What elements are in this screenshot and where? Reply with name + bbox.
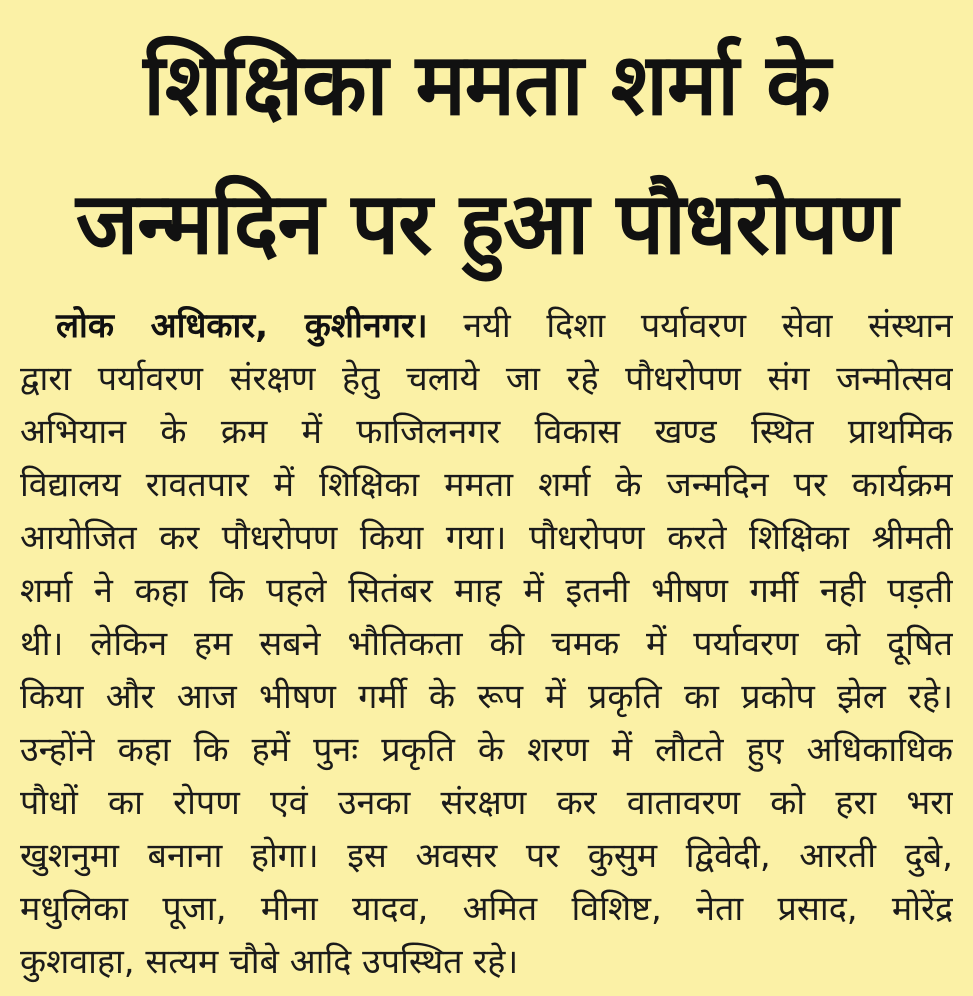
body-line-1 xyxy=(20,300,953,353)
body-line-12: मधुलिका पूजा, मीना यादव, अमित विशिष्ट, नेता प्रसाद, मोरेंद्र xyxy=(20,889,953,929)
body-line-2: द्वारा पर्यावरण संरक्षण हेतु चलाये जा रहे पौधरोपण संग जन्मोत्सव xyxy=(20,359,953,399)
body-line-6: शर्मा ने कहा कि पहले सितंबर माह में इतनी भीषण गर्मी नही पड़ती xyxy=(20,571,953,611)
dateline: लोक अधिकार, कुशीनगर। xyxy=(56,306,428,346)
body-line-4: विद्यालय रावतपार में शिक्षिका ममता शर्मा के जन्मदिन पर कार्यक्रम xyxy=(20,465,953,505)
body-line-10: पौधों का रोपण एवं उनका संरक्षण कर वातावरण को हरा भरा xyxy=(20,783,953,823)
headline-line-1: शिक्षिका ममता शर्मा के xyxy=(143,34,830,135)
body-line-8: किया और आज भीषण गर्मी के रूप में प्रकृति का प्रकोप झेल रहे। xyxy=(20,677,953,717)
body-line-3: अभियान के क्रम में फाजिलनगर विकास खण्ड स्थित प्राथमिक xyxy=(20,412,953,452)
body-line-1-text: नयी दिशा पर्यावरण सेवा संस्थान xyxy=(427,306,953,346)
body-line-5: आयोजित कर पौधरोपण किया गया। पौधरोपण करते शिक्षिका श्रीमती xyxy=(20,518,953,558)
body-line-13: कुशवाहा, सत्यम चौबे आदि उपस्थित रहे। xyxy=(20,942,519,982)
body-line-9: उन्होंने कहा कि हमें पुनः प्रकृति के शरण में लौटते हुए अधिकाधिक xyxy=(20,730,953,770)
body-line-7: थी। लेकिन हम सबने भौतिकता की चमक में पर्यावरण को दूषित xyxy=(20,624,953,664)
headline xyxy=(20,15,953,292)
headline-line-2: जन्मदिन पर हुआ पौधरोपण xyxy=(75,173,898,274)
article-body xyxy=(20,300,953,989)
body-line-11: खुशनुमा बनाना होगा। इस अवसर पर कुसुम द्विवेदी, आरती दुबे, xyxy=(20,836,953,876)
